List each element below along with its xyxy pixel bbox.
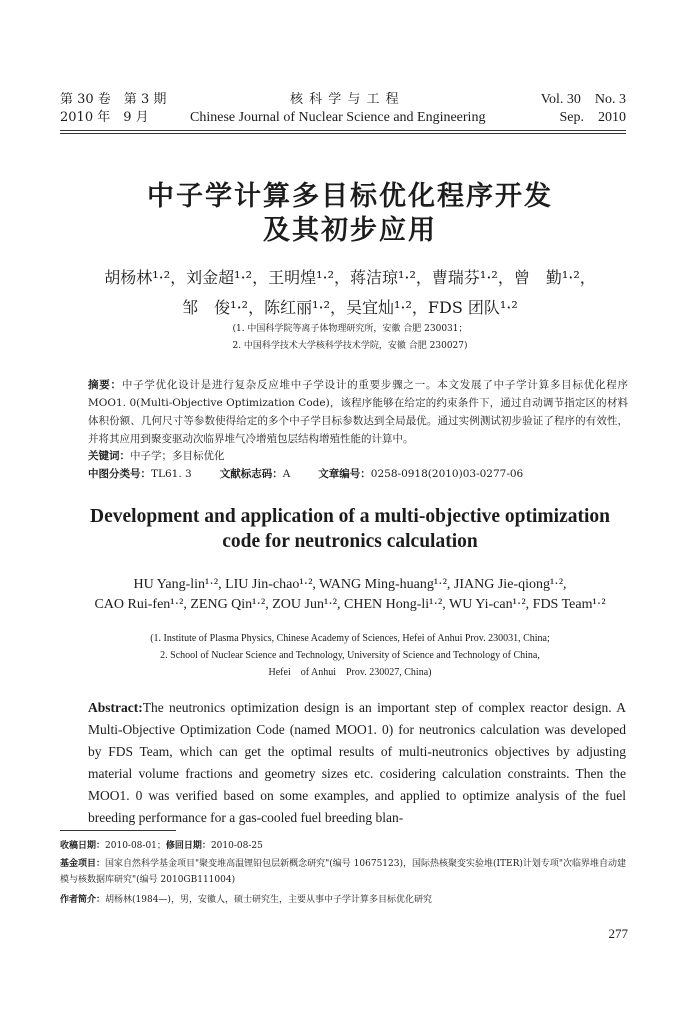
header-volume-issue-en: Vol. 30 No. 3 — [540, 92, 626, 107]
affiliation-cn-line2: 2. 中国科学技术大学核科学技术学院，安徽 合肥 230027) — [232, 341, 468, 351]
affiliation-en-line3: Hefei of Anhui Prov. 230027, China) — [268, 667, 432, 678]
affiliation-en-line1: (1. Institute of Plasma Physics, Chinese Academy of Sciences, Hefei of Anhui Prov. 230031, China; — [150, 633, 550, 644]
footnote-fund — [60, 856, 630, 888]
title-en-line2: code for neutronics calculation — [222, 531, 478, 552]
author-bio-label: 作者简介： — [60, 895, 106, 905]
title-cn-line1: 中子学计算多目标优化程序开发 — [147, 181, 553, 212]
abstract-en-text: The neutronics optimization design is an important step of complex reactor design. A Multi-Objective Optimization Code (named MOO1. 0) for neutronics calculation was developed by FDS Team, which can get the optimal results of multi-neutronics objectives by adjusting material volume fractions and geometry sizes etc. cosidering calculation constraints. Then the MOO1. 0 was verified based on some examples, and applied to optimize analysis of the fuel breeding performance for a gas-cooled fuel breeding blan- — [88, 700, 626, 825]
clc-label: 中图分类号： — [88, 468, 151, 480]
authors-cn-line2: 邹 俊¹·²，陈红丽¹·²，吴宜灿¹·²，FDS 团队¹·² — [182, 298, 518, 317]
abstract-cn — [88, 376, 628, 448]
clc-value: TL61. 3 — [151, 468, 192, 480]
header-date-cn: 2010 年 9 月 — [60, 110, 149, 125]
header-rule-top — [60, 130, 626, 131]
affiliation-cn-line1: (1. 中国科学院等离子体物理研究所，安徽 合肥 230031； — [232, 324, 468, 334]
doc-code-value: A — [282, 468, 291, 480]
fund-label: 基金项目： — [60, 859, 106, 869]
keywords-cn-label: 关键词： — [88, 450, 130, 462]
received-label: 收稿日期： — [60, 841, 106, 851]
header-date-en: Sep. 2010 — [559, 110, 626, 125]
article-number-value: 0258-0918(2010)03-0277-06 — [370, 468, 524, 480]
author-bio-text: 胡杨林(1984—)，男，安徽人，硕士研究生，主要从事中子学计算多目标优化研究 — [105, 895, 432, 905]
received-value: 2010-08-01； — [105, 841, 166, 851]
revised-value: 2010-08-25 — [210, 841, 263, 851]
abstract-cn-text: 中子学优化设计是进行复杂反应堆中子学设计的重要步骤之一。本文发展了中子学计算多目标优化程序 MOO1. 0(Multi-Objective Optimization Code)，该程序能够在给定的约束条件下，通过自动调节指定区的材料体积份额、几何尺寸等参数使得给定的多个中子学目标参数达到全局最优。通过实例测试初步验证了程序的有效性，并将其应用到聚变驱动次临界堆气冷增殖包层结构增殖性能的计算中。 — [88, 379, 629, 445]
footnote-author — [60, 892, 630, 908]
classification-line — [88, 466, 628, 482]
title-cn-line2: 及其初步应用 — [263, 215, 437, 246]
affiliation-en-line2: 2. School of Nuclear Science and Technology, University of Science and Technology of China, — [160, 650, 540, 661]
footnote-rule — [60, 830, 176, 831]
header-volume-issue-cn: 第 30 卷 第 3 期 — [60, 92, 167, 107]
authors-cn-line1: 胡杨林¹·²，刘金超¹·²，王明煌¹·²，蒋洁琼¹·²，曹瑞芬¹·²，曾 勤¹·²， — [104, 268, 596, 287]
authors-en-line2: CAO Rui-fen¹·², ZENG Qin¹·², ZOU Jun¹·², CHEN Hong-li¹·², WU Yi-can¹·², FDS Team¹·² — [94, 597, 606, 612]
article-number-label: 文章编号： — [318, 468, 371, 480]
revised-label: 修回日期： — [165, 841, 211, 851]
keywords-cn-text: 中子学；多目标优化 — [130, 450, 225, 462]
footnote-dates — [60, 838, 630, 854]
header-journal-cn: 核 科 学 与 工 程 — [290, 92, 400, 107]
title-en-line1: Development and application of a multi-objective optimization — [90, 506, 610, 527]
header-journal-en: Chinese Journal of Nuclear Science and Engineering — [190, 110, 486, 125]
abstract-cn-label: 摘要： — [88, 379, 122, 391]
authors-en-line1: HU Yang-lin¹·², LIU Jin-chao¹·², WANG Ming-huang¹·², JIANG Jie-qiong¹·², — [133, 577, 567, 592]
abstract-en — [88, 697, 626, 829]
keywords-cn — [88, 448, 628, 464]
fund-text: 国家自然科学基金项目"聚变堆高温锂铅包层新概念研究"(编号 10675123)，国际热核聚变实验堆(ITER)计划专项"次临界堆自动建模与核数据库研究"(编号 2010GB111004) — [60, 859, 627, 885]
header-rule-bottom — [60, 133, 626, 134]
abstract-en-label: Abstract: — [88, 700, 143, 715]
page-number: 277 — [608, 926, 628, 941]
doc-code-label: 文献标志码： — [219, 468, 283, 480]
